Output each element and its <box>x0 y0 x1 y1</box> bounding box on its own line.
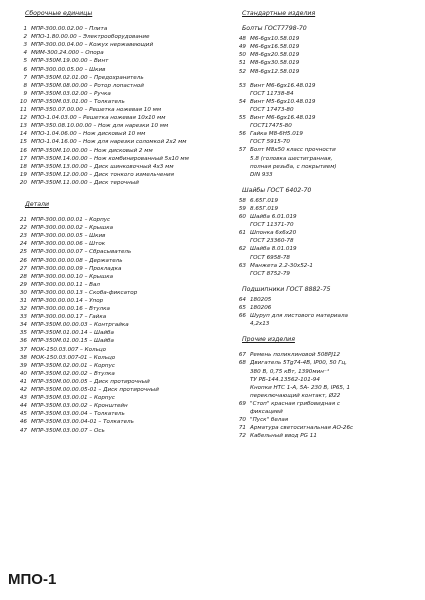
item-text: Гайка М8-6Н5.019 <box>250 131 303 138</box>
item-number: 46 <box>19 419 27 426</box>
list-item <box>232 296 417 304</box>
item-number: 53 <box>238 82 246 89</box>
item-text: Шайба 8.01.019 <box>250 246 297 253</box>
item-text: МПР-350М.02.00.02 – Втулка <box>31 370 115 377</box>
item-text: МПР-300.00.00.13 – Скоба-фиксатор <box>31 289 138 296</box>
list-item-continuation <box>232 368 417 376</box>
item-text: МПР-350М.01.00.14 – Шайба <box>31 330 114 337</box>
item-text: ГОСТ 8752-79 <box>250 270 290 277</box>
item-text: МПО-1.04.06.00 – Нож дисковый 10 мм <box>31 131 146 138</box>
item-text: ГОСТ 6958-78 <box>250 254 290 261</box>
item-number: 44 <box>19 403 27 410</box>
washers-heading: Шайбы ГОСТ 6402-70 <box>242 186 312 194</box>
item-text: "Пуск" белая <box>250 417 289 424</box>
item-number <box>232 376 250 384</box>
list-item <box>13 410 218 418</box>
item-text: МПР-350.07.00.00 – Решетка ножевая 10 мм <box>31 107 162 114</box>
item-text: МПР-350М.10.00.00 – Нож дисковый 2 мм <box>31 147 153 154</box>
item-number: 63 <box>238 262 246 269</box>
item-number <box>232 138 250 146</box>
item-number: 40 <box>19 370 27 377</box>
item-text: ГОСТ 5915-70 <box>250 139 290 146</box>
list-item <box>13 265 218 273</box>
item-number: 55 <box>238 115 246 122</box>
list-item <box>13 378 218 386</box>
item-number <box>232 237 250 245</box>
item-number <box>232 221 250 229</box>
list-item-continuation <box>232 408 417 416</box>
item-number: 2 <box>23 34 27 41</box>
list-item <box>13 418 218 426</box>
item-text: МПР-350М.02.00.01 – Корпус <box>31 362 115 369</box>
list-item <box>13 122 218 130</box>
item-number <box>232 408 250 416</box>
list-item <box>232 82 417 90</box>
other-heading: Прочие изделия <box>242 336 295 344</box>
item-number <box>232 270 250 278</box>
item-text: МПР-350М.00.00.03 – Контргайка <box>31 322 129 329</box>
list-item <box>232 114 417 122</box>
item-number: 8 <box>23 82 27 89</box>
item-text: МПР-350М.03.00.01 – Корпус <box>31 395 115 402</box>
item-text: фиксацией <box>250 409 283 416</box>
item-number: 56 <box>238 131 246 138</box>
list-item <box>13 305 218 313</box>
item-number: 14 <box>19 131 27 138</box>
item-number: 12 <box>19 115 27 122</box>
list-item <box>13 216 218 224</box>
list-item <box>232 229 417 237</box>
list-item <box>232 262 417 270</box>
item-text: МПР-350М.13.00.00 – Диск шинковочный 4х3 мм <box>31 163 174 170</box>
item-text: М8-6gx12.58.019 <box>250 68 300 75</box>
item-text: МПР-350М.03.00.04 – Толкатель <box>31 411 125 418</box>
list-item <box>232 146 417 154</box>
bearings-heading: Подшипники ГОСТ 8882-75 <box>242 285 331 293</box>
list-item <box>13 49 218 57</box>
item-number: 43 <box>19 395 27 402</box>
list-item <box>232 245 417 253</box>
item-text: М6-6gx16.58.019 <box>250 44 300 51</box>
list-item <box>13 394 218 402</box>
item-number: 65 <box>238 305 246 311</box>
list-item <box>232 35 417 43</box>
item-text: МПР-300.00.00.07 – Сбрасыватель <box>31 249 132 256</box>
item-text: МПР-350М.00.00.05-01 – Диск протирочный <box>31 387 159 394</box>
item-number: 41 <box>19 378 27 385</box>
item-number: 20 <box>19 179 27 186</box>
item-text: МПР-350М.03.01.00 – Толкатель <box>31 98 125 105</box>
item-number: 72 <box>238 433 246 440</box>
item-text: переключающий контакт, Ø22 <box>250 392 341 399</box>
item-number: 4 <box>23 50 27 57</box>
list-item <box>13 155 218 163</box>
item-number: 50 <box>238 52 246 59</box>
list-item <box>13 386 218 394</box>
item-text: полная резьба, с покрытием) <box>250 163 337 170</box>
item-number: 28 <box>19 273 27 280</box>
list-item <box>232 98 417 106</box>
item-number: 18 <box>19 163 27 170</box>
list-item <box>13 138 218 146</box>
list-item-continuation <box>232 122 417 130</box>
item-number: 48 <box>238 36 246 43</box>
assemblies-heading: Сборочные единицы <box>25 10 93 17</box>
item-number <box>232 368 250 376</box>
list-item <box>13 248 218 256</box>
item-number: 70 <box>238 417 246 424</box>
list-item <box>13 273 218 281</box>
item-text: DIN 933 <box>250 171 273 178</box>
item-number <box>232 171 250 179</box>
list-item <box>13 57 218 65</box>
item-text: ГОСТ 23360-78 <box>250 238 294 245</box>
item-number <box>232 392 250 400</box>
item-number: 29 <box>19 281 27 288</box>
item-text: М6-6gx10.58.019 <box>250 36 300 43</box>
item-number <box>232 320 250 328</box>
item-text: Винт М6-6gx16.48.019 <box>250 115 316 122</box>
list-item <box>13 362 218 370</box>
item-text: Болт М8х50 класс прочности <box>250 147 336 154</box>
item-text: 8.65Г.019 <box>250 205 279 212</box>
item-text: МПР-300.00.00.01 – Корпус <box>31 217 111 224</box>
item-text: М8-6gx20.58.019 <box>250 52 300 59</box>
list-item <box>13 171 218 179</box>
list-item <box>232 197 417 205</box>
item-text: МПР-350М.12.00.00 – Диск тонкого измельчения <box>31 171 175 178</box>
item-number: 45 <box>19 411 27 418</box>
item-number: 32 <box>19 306 27 313</box>
list-item <box>13 98 218 106</box>
list-item <box>13 163 218 171</box>
item-text: МПР-300.00.00.11 – Вал <box>31 281 100 288</box>
item-text: "Стоп" красная грибовидная с <box>250 400 340 407</box>
item-number <box>232 254 250 262</box>
list-item <box>232 43 417 51</box>
list-item-continuation <box>232 163 417 171</box>
item-number: 1 <box>23 26 27 33</box>
list-item <box>13 66 218 74</box>
list-item-continuation <box>232 138 417 146</box>
item-number: 54 <box>238 98 246 105</box>
details-list <box>13 216 218 435</box>
item-number: 69 <box>238 400 246 407</box>
list-item <box>232 424 417 432</box>
item-text: 180205 <box>250 296 272 303</box>
item-text: МПР-350М.08.00.00 – Ротор лопастной <box>31 82 144 89</box>
item-number: 23 <box>19 233 27 240</box>
list-item <box>13 240 218 248</box>
list-item <box>13 313 218 321</box>
list-item-continuation <box>232 384 417 392</box>
list-item-continuation <box>232 106 417 114</box>
item-number: 64 <box>238 296 246 303</box>
document-title: МПО-1 <box>8 571 57 588</box>
list-item <box>232 312 417 320</box>
item-text: МПО-1.80.00.00 – Электрооборудование <box>31 34 150 41</box>
item-number <box>232 384 250 392</box>
item-number: 19 <box>19 171 27 178</box>
item-number: 61 <box>238 230 246 237</box>
left-column <box>13 10 218 435</box>
item-text: 380 В, 0,75 кВт, 1390мин⁻¹ <box>250 368 330 375</box>
item-text: Шуруп для листового материала <box>250 313 348 320</box>
item-number: 5 <box>23 58 27 65</box>
item-number: 13 <box>19 123 27 130</box>
item-number: 3 <box>23 42 27 49</box>
item-number <box>232 106 250 114</box>
list-item <box>13 25 218 33</box>
list-item <box>232 59 417 67</box>
item-text: 180206 <box>250 305 272 311</box>
item-text: МПР-350М.14.00.00 – Нож комбинированный 5х10 мм <box>31 155 189 162</box>
list-item <box>232 351 417 359</box>
bolts-heading: Болты ГОСТ7798-70 <box>242 25 307 33</box>
item-number: 34 <box>19 322 27 329</box>
list-item <box>232 51 417 59</box>
list-item <box>13 402 218 410</box>
item-number: 35 <box>19 330 27 337</box>
item-text: МПР-300.00.02.00 – Плита <box>31 26 108 33</box>
item-text: МПР-350.08.10.00.00 – Нож для нарезки 10 мм <box>31 123 169 130</box>
item-text: МПР-300.00.00.06 – Шток <box>31 241 106 248</box>
list-item <box>13 130 218 138</box>
item-number: 49 <box>238 44 246 51</box>
list-item-continuation <box>232 270 417 278</box>
item-number: 11 <box>19 107 27 114</box>
list-item <box>13 346 218 354</box>
list-item <box>13 257 218 265</box>
list-item-continuation <box>232 171 417 179</box>
item-text: МПО-1.04.03.00 – Решетка ножевая 10х10 мм <box>31 115 166 122</box>
item-number <box>232 163 250 171</box>
item-text: МПР-300.00.00.08 – Держатель <box>31 257 123 264</box>
details-heading: Детали <box>25 200 50 208</box>
item-number: 24 <box>19 241 27 248</box>
item-text: Манжета 2.2-30х52-1 <box>250 262 313 269</box>
item-number: 6 <box>23 66 27 73</box>
item-number: 38 <box>19 354 27 361</box>
assemblies-list <box>13 25 218 187</box>
item-text: МПР-350М.03.00.04-01 – Толкатель <box>31 419 134 426</box>
item-text: ГОСТ17475-80 <box>250 123 292 130</box>
item-number: 15 <box>19 139 27 146</box>
list-item <box>13 179 218 187</box>
list-item <box>13 289 218 297</box>
item-text: Шайба 6.01.019 <box>250 214 297 221</box>
item-number: 71 <box>238 425 246 432</box>
item-text: Ремень поликлиновой 508PJ12 <box>250 352 341 359</box>
item-text: МПР-350М.03.02.00 – Ручка <box>31 90 111 97</box>
item-number: 33 <box>19 314 27 321</box>
item-number: 42 <box>19 387 27 394</box>
item-number: 25 <box>19 249 27 256</box>
list-item <box>13 354 218 362</box>
item-number: 7 <box>23 74 27 81</box>
item-text: МПР-300.00.00.14 – Упор <box>31 298 104 304</box>
list-item <box>232 432 417 440</box>
list-item <box>232 416 417 424</box>
item-text: Кабельный ввод PG 11 <box>250 433 317 440</box>
item-text: Винт М6-6gx16.48.019 <box>250 82 316 89</box>
list-item-continuation <box>232 320 417 328</box>
item-text: 5.8 (головка шестигранная, <box>250 155 333 162</box>
list-item <box>13 33 218 41</box>
list-item <box>13 147 218 155</box>
list-item <box>232 130 417 138</box>
list-item <box>13 106 218 114</box>
item-number <box>232 155 250 163</box>
list-item <box>13 114 218 122</box>
list-item-continuation <box>232 237 417 245</box>
washers-list <box>232 197 417 278</box>
list-item <box>13 329 218 337</box>
item-number: 21 <box>19 217 27 224</box>
item-number: 62 <box>238 246 246 253</box>
item-number: 30 <box>19 289 27 296</box>
item-number: 22 <box>19 225 27 232</box>
other-list <box>232 351 417 440</box>
item-text: МПР-350М.02.01.00 – Предохранитель <box>31 74 144 81</box>
item-number: 17 <box>19 155 27 162</box>
item-text: Винт М5-6gx10.48.019 <box>250 98 316 105</box>
item-text: МПО-1.04.16.00 – Нож для нарезки соломкой 2х2 мм <box>31 139 187 146</box>
list-item <box>13 281 218 289</box>
item-text: МПР-300.00.00.09 – Прокладка <box>31 265 122 272</box>
list-item <box>232 400 417 408</box>
list-item-continuation <box>232 155 417 163</box>
right-column <box>232 10 417 440</box>
item-number: 59 <box>238 205 246 212</box>
list-item <box>13 297 218 305</box>
item-text: МПР-300.00.00.17 – Гайка <box>31 314 107 321</box>
item-number: 68 <box>238 360 246 367</box>
item-number <box>232 122 250 130</box>
item-number: 51 <box>238 60 246 67</box>
list-item <box>13 321 218 329</box>
item-text: 6.65Г.019 <box>250 197 279 204</box>
list-item <box>13 232 218 240</box>
item-text: МПР-350М.03.00.02 – Кронштейн <box>31 403 128 410</box>
list-item <box>13 337 218 345</box>
standard-heading: Стандартные изделия <box>242 10 316 17</box>
item-text: МПР-300.00.00.02 – Крышка <box>31 225 114 232</box>
item-text: ГОСТ 17473-80 <box>250 106 294 113</box>
list-item-continuation <box>232 90 417 98</box>
item-text: МПР-350М.00.00.05 – Диск протирочный <box>31 378 150 385</box>
list-item <box>13 82 218 90</box>
item-text: МПР-300.00.00.05 – Шкив <box>31 233 106 240</box>
item-text: МОК-150.03.007 – Кольцо <box>31 346 107 353</box>
screws-list <box>232 82 417 179</box>
item-text: 4,2х13 <box>250 321 270 328</box>
list-item <box>232 304 417 312</box>
item-text: Двигатель 5Tg74-4В, IP00, 50 Гц, <box>250 360 347 367</box>
item-text: Кнопки НТС 1-А, 5А- 230 В, IP65, 1 <box>250 384 351 391</box>
item-text: МПР-300.00.00.10 – Крышка <box>31 273 114 280</box>
item-text: Арматура светосигнальная АО-26с <box>250 425 354 432</box>
bolts-list <box>232 35 417 75</box>
list-item <box>13 74 218 82</box>
item-number: 37 <box>19 346 27 353</box>
item-text: МПР-350М.01.00.15 – Шайба <box>31 338 114 345</box>
item-number: 67 <box>238 352 246 359</box>
item-text: Шпонка 6х6х20 <box>250 230 297 237</box>
item-text: М8-6gx30.58.019 <box>250 60 300 67</box>
item-text: МПР-350М.11.00.00 – Диск терочный <box>31 179 139 186</box>
item-text: МПР-300.00.00.16 – Втулка <box>31 306 110 313</box>
item-text: ГОСТ 11371-70 <box>250 222 294 229</box>
item-number: 27 <box>19 265 27 272</box>
item-text: МПР-300.00.05.00 – Шкив <box>31 66 106 73</box>
list-item-continuation <box>232 254 417 262</box>
list-item <box>13 41 218 49</box>
list-item <box>232 359 417 367</box>
item-number: 52 <box>238 68 246 75</box>
list-item <box>232 213 417 221</box>
list-item-continuation <box>232 376 417 384</box>
item-text: МИМ-300.24.000 – Опора <box>31 50 104 57</box>
item-text: МПР-300.00.04.00 – Кожух нержавеющий <box>31 42 154 49</box>
item-number: 57 <box>238 147 246 154</box>
item-text: МПР-350М.19.00.00 – Винт <box>31 58 109 65</box>
list-item <box>232 205 417 213</box>
list-item <box>13 427 218 435</box>
item-number: 9 <box>23 90 27 97</box>
item-number: 31 <box>19 298 27 304</box>
item-number: 16 <box>19 147 27 154</box>
item-number <box>232 90 250 98</box>
item-text: ГОСТ 11738-84 <box>250 90 294 97</box>
list-item <box>13 90 218 98</box>
item-number: 10 <box>19 98 27 105</box>
item-number: 47 <box>19 427 27 434</box>
item-number: 60 <box>238 214 246 221</box>
list-item <box>13 370 218 378</box>
item-number: 58 <box>238 197 246 204</box>
item-number: 66 <box>238 313 246 320</box>
item-text: ТУ РБ-144.13562-101-94 <box>250 376 320 383</box>
list-item-continuation <box>232 221 417 229</box>
item-number: 39 <box>19 362 27 369</box>
list-item-continuation <box>232 392 417 400</box>
item-text: МОК-150.03.007-01 – Кольцо <box>31 354 116 361</box>
list-item <box>232 68 417 76</box>
list-item <box>13 224 218 232</box>
item-text: МПР-350М.03.00.07 – Ось <box>31 427 105 434</box>
bearings-list <box>232 296 417 328</box>
item-number: 26 <box>19 257 27 264</box>
item-number: 36 <box>19 338 27 345</box>
